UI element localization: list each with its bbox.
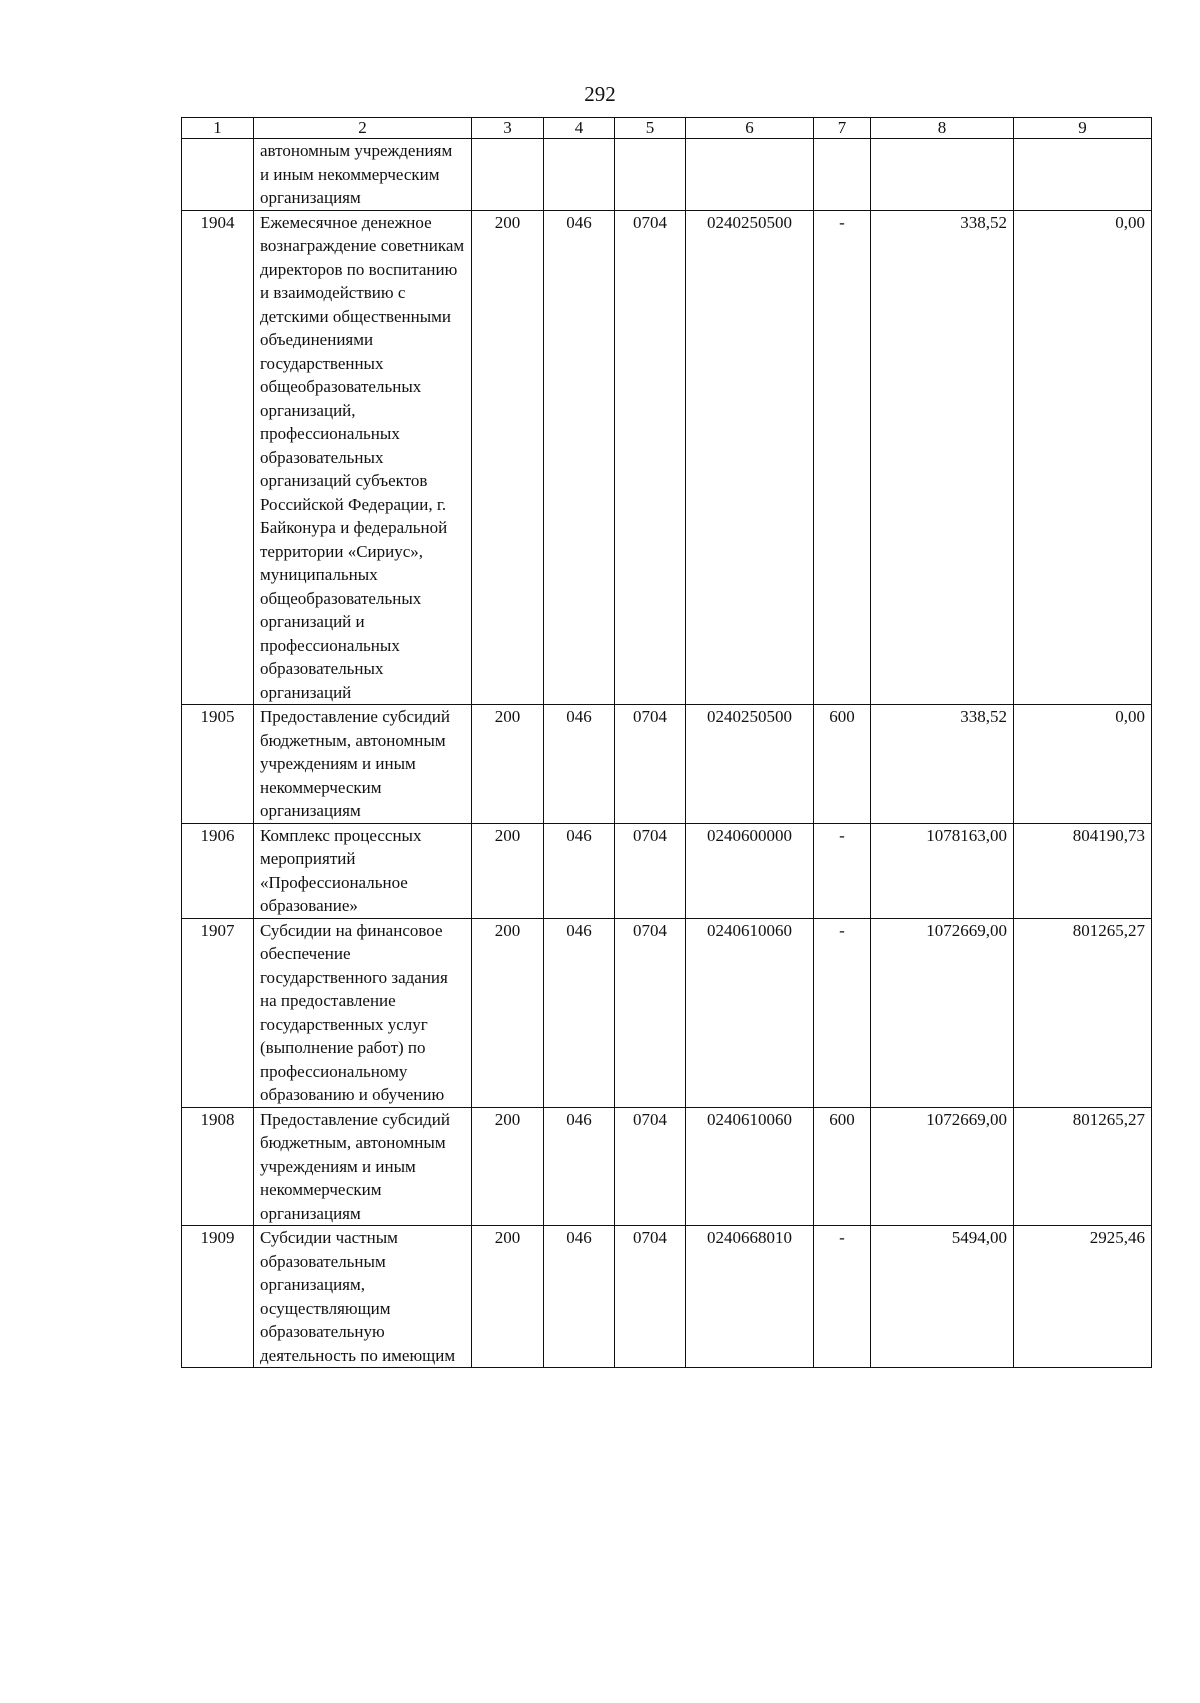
row-description: Ежемесячное денежное вознаграждение советникам директоров по воспитанию и взаимодействию с детскими общественными объединениями государственных общеобразовательных организаций, профессиональных образовательных организаций субъектов Российской Федерации, г. Байконура и федеральной территории «Сириус», муниципальных общеобразовательных организаций и профессиональных образовательных организаций [254, 210, 472, 705]
cell-col5: 0704 [615, 705, 686, 824]
column-header: 3 [472, 118, 544, 139]
cell-col8: 338,52 [871, 705, 1014, 824]
cell-col9: 804190,73 [1014, 823, 1152, 918]
table-row [182, 705, 1152, 824]
cell-col5: 0704 [615, 210, 686, 705]
cell-col3: 200 [472, 1107, 544, 1226]
cell-col9: 801265,27 [1014, 918, 1152, 1107]
cell-col4: 046 [544, 823, 615, 918]
row-description: Предоставление субсидий бюджетным, автономным учреждениям и иным некоммерческим организациям [254, 1107, 472, 1226]
cell-col4: 046 [544, 705, 615, 824]
cell-col6: 0240250500 [686, 210, 814, 705]
cell-col7: - [814, 210, 871, 705]
table-row [182, 210, 1152, 705]
cell-col6: 0240668010 [686, 1226, 814, 1368]
cell-col4: 046 [544, 210, 615, 705]
column-header: 5 [615, 118, 686, 139]
cell-col6 [686, 139, 814, 211]
row-number: 1905 [182, 705, 254, 824]
cell-col8: 1072669,00 [871, 918, 1014, 1107]
cell-col3: 200 [472, 210, 544, 705]
column-header: 4 [544, 118, 615, 139]
cell-col9: 0,00 [1014, 705, 1152, 824]
cell-col7: 600 [814, 705, 871, 824]
cell-col3: 200 [472, 705, 544, 824]
cell-col9: 2925,46 [1014, 1226, 1152, 1368]
cell-col5: 0704 [615, 1226, 686, 1368]
row-description: Предоставление субсидий бюджетным, автономным учреждениям и иным некоммерческим организациям [254, 705, 472, 824]
cell-col4: 046 [544, 1226, 615, 1368]
table-row [182, 823, 1152, 918]
cell-col7: 600 [814, 1107, 871, 1226]
cell-col7: - [814, 1226, 871, 1368]
column-header: 1 [182, 118, 254, 139]
cell-col7 [814, 139, 871, 211]
column-header: 2 [254, 118, 472, 139]
row-number: 1907 [182, 918, 254, 1107]
row-number: 1904 [182, 210, 254, 705]
cell-col5: 0704 [615, 1107, 686, 1226]
cell-col4 [544, 139, 615, 211]
row-number: 1909 [182, 1226, 254, 1368]
cell-col6: 0240610060 [686, 1107, 814, 1226]
cell-col5 [615, 139, 686, 211]
row-description: Комплекс процессных мероприятий «Профессиональное образование» [254, 823, 472, 918]
cell-col3: 200 [472, 1226, 544, 1368]
cell-col7: - [814, 823, 871, 918]
table-row [182, 918, 1152, 1107]
cell-col9: 0,00 [1014, 210, 1152, 705]
page-number: 292 [584, 82, 616, 106]
cell-col8: 5494,00 [871, 1226, 1014, 1368]
cell-col8: 1078163,00 [871, 823, 1014, 918]
cell-col6: 0240250500 [686, 705, 814, 824]
row-description: автономным учреждениям и иным некоммерческим организациям [254, 139, 472, 211]
cell-col4: 046 [544, 1107, 615, 1226]
row-description: Субсидии частным образовательным организациям, осуществляющим образовательную деятельность по имеющим [254, 1226, 472, 1368]
cell-col3: 200 [472, 918, 544, 1107]
cell-col9 [1014, 139, 1152, 211]
row-number [182, 139, 254, 211]
table-row [182, 139, 1152, 211]
cell-col7: - [814, 918, 871, 1107]
cell-col3: 200 [472, 823, 544, 918]
row-description: Субсидии на финансовое обеспечение государственного задания на предоставление государственных услуг (выполнение работ) по профессиональному образованию и обучению [254, 918, 472, 1107]
cell-col8: 1072669,00 [871, 1107, 1014, 1226]
cell-col8 [871, 139, 1014, 211]
table-row [182, 1226, 1152, 1368]
cell-col6: 0240610060 [686, 918, 814, 1107]
cell-col6: 0240600000 [686, 823, 814, 918]
column-header: 7 [814, 118, 871, 139]
cell-col3 [472, 139, 544, 211]
row-number: 1908 [182, 1107, 254, 1226]
column-header: 8 [871, 118, 1014, 139]
table-row [182, 1107, 1152, 1226]
cell-col8: 338,52 [871, 210, 1014, 705]
budget-table [181, 117, 1152, 1368]
cell-col5: 0704 [615, 918, 686, 1107]
cell-col4: 046 [544, 918, 615, 1107]
row-number: 1906 [182, 823, 254, 918]
column-header: 6 [686, 118, 814, 139]
cell-col5: 0704 [615, 823, 686, 918]
table-header [182, 118, 1152, 139]
cell-col9: 801265,27 [1014, 1107, 1152, 1226]
column-header: 9 [1014, 118, 1152, 139]
